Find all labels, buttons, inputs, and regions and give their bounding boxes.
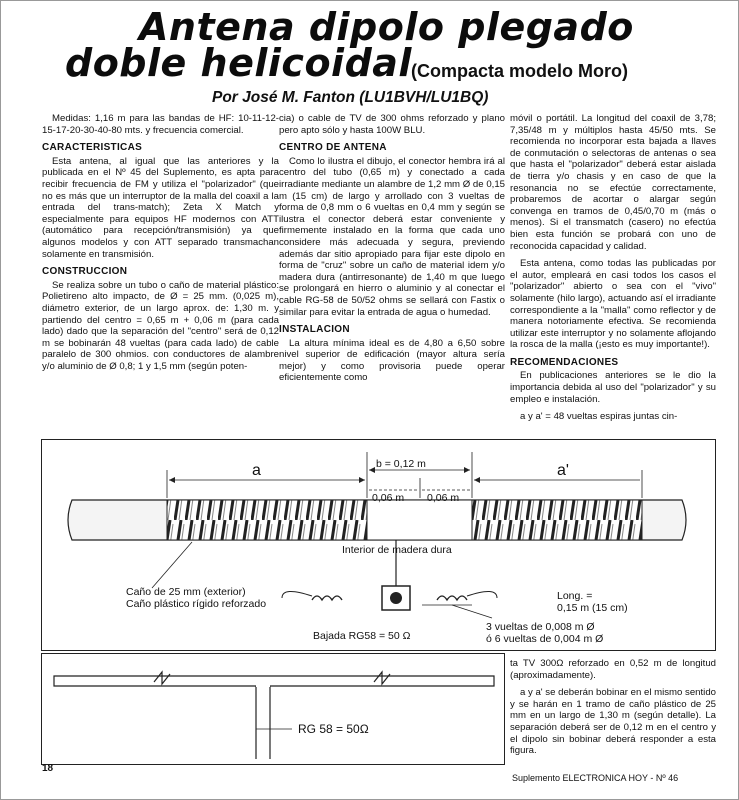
vueltas-paragraph: a y a' = 48 vueltas espiras juntas cin-: [520, 411, 678, 423]
label-vueltas-1: 3 vueltas de 0,008 m Ø: [486, 621, 595, 633]
publication-footer: Suplemento ELECTRONICA HOY - Nº 46: [512, 773, 679, 783]
centro-paragraph: Como lo ilustra el dibujo, el conector hembra irá al centro del tubo (0,65 m) y conectado a cada irradiante mediante un alambre de 1,2 mm Ø de 0,15 m (15 cm) de largo y arrollado con 3 vueltas de forma de 0,8 mm o 6 vueltas en 0,4 mm y según se ilustra el conector deberá estar conveniente y firmemente instalado en la forma que cada uno considere más adecuada y segura, previendo además dar sitio apropiado para fijar este dipolo en forma de "cruz" sobre un caño de material idem y/o madera dura (antirresonante) de 1,40 m que luego se prolongará en hierro o aluminio y al conectar el cable RG-58 de 50/52 ohms se sellará con Fastix o similar para evitar la entrada de agua o humedad.: [279, 155, 505, 318]
label-long: Long. =: [557, 590, 593, 602]
label-rg58: RG 58 = 50Ω: [298, 722, 369, 736]
heading-caracteristicas: CARACTERISTICAS: [42, 142, 143, 154]
folded-dipole-drawing: [42, 654, 506, 766]
label-interior: Interior de madera dura: [342, 544, 452, 556]
article-title-line2: doble helicoidal: [65, 41, 412, 85]
article-title-line1: Antena dipolo plegado: [139, 5, 634, 49]
label-long-value: 0,15 m (15 cm): [557, 602, 628, 614]
heading-recomendaciones: RECOMENDACIONES: [510, 356, 619, 368]
label-b-spacing: b = 0,12 m: [376, 458, 426, 470]
label-bajada: Bajada RG58 = 50 Ω: [313, 630, 411, 642]
helical-antenna-diagram: [41, 439, 716, 651]
recomendaciones-paragraph: En publicaciones anteriores se le dio la importancia debida al uso del "polarizador" y su empleo e instalación.: [510, 370, 716, 405]
folded-dipole-diagram: [41, 653, 505, 765]
text-column-2: [279, 113, 505, 390]
text-column-3-lower: [510, 658, 716, 763]
label-006-left: 0,06 m: [372, 492, 405, 504]
continued-paragraph-3: móvil o portátil. La longitud del coaxil de 3,78; 7,35/48 m y múltiplos hasta 45/50 mts. Se recomienda no incorporar esta bajada a llaves de conmutación o selectoras de antenas o sea que hasta el "polarizador" deberá estar aislada de tierra y/o chasis y en caso de que la resonancia no se efectúe correctamente, probaremos de acortar o alargar según convenga en tramos de 0,45/0,70 m (más o menos). Si el transmatch (casero) no efectúa bien esta función se probará con uno de reconocida capacidad y calidad.: [510, 113, 716, 252]
antena-paragraph: Esta antena, como todas las publicadas por el autor, empleará en casi todos los casos el "polarizador" abierto o sea con el "vivo" solamente (hilo largo), actuando así el irradiante correspondiente a la "malla" como reflector y de manera notoriamente efectiva. Se recomienda utilizar este interruptor y no solamente aflojando la rosca de la malla (¡esto es muy importante!).: [510, 258, 716, 351]
heading-construccion: CONSTRUCCION: [42, 266, 128, 278]
instalacion-paragraph: La altura mínima ideal es de 4,80 a 6,50 sobre nivel superior de edificación (mayor altura sería mejor) y como provisoria puede operar eficientemente como: [279, 337, 505, 384]
continued-paragraph: cia) o cable de TV de 300 ohms reforzado y plano pero apto sólo y hasta 100W BLU.: [279, 113, 505, 136]
intro-paragraph: Medidas: 1,16 m para las bandas de HF: 10-11-12-15-17-20-30-40-80 mts. y frecuencia comercial.: [42, 113, 279, 136]
article-subtitle: (Compacta modelo Moro): [411, 61, 629, 81]
label-a: a: [252, 462, 261, 479]
text-column-1: [42, 113, 279, 378]
label-cano-plastico: Caño plástico rígido reforzado: [126, 598, 267, 610]
label-a-prime: a': [557, 462, 569, 479]
label-vueltas-2: ó 6 vueltas de 0,004 m Ø: [486, 633, 604, 645]
heading-instalacion: INSTALACION: [279, 324, 350, 336]
bobinar-paragraph: a y a' se deberán bobinar en el mismo sentido y se harán en 1 tramo de caño plástico de 25 mm en un largo de 1,30 m (según detalle). La separación deberá ser de 0,12 m en el centro y el dipolo sin bobinar deberá responder a esta figura.: [510, 687, 716, 757]
text-column-3: [510, 113, 716, 429]
page-number: 18: [42, 763, 54, 774]
cinta-paragraph: ta TV 300Ω reforzado en 0,52 m de longitud (aproximadamente).: [510, 658, 716, 681]
heading-centro-de-antena: CENTRO DE ANTENA: [279, 142, 387, 154]
label-006-right: 0,06 m: [427, 492, 460, 504]
caracteristicas-paragraph: Esta antena, al igual que las anteriores y la publicada en el Nº 45 del Suplemento, es apta para recibir frecuencia de FM y utiliza el "polarizador" (que no es más que un interruptor de la malla del coaxil a la entrada del trans-match); Zeta X Match y especialmente para equipos HF modernos con ATT (automático para recepción/transmisión) ya que algunos modelos y con ATT separado transmachan solamente en transmisión.: [42, 155, 279, 260]
label-cano-exterior: Caño de 25 mm (exterior): [126, 586, 246, 598]
article-byline: Por José M. Fanton (LU1BVH/LU1BQ): [212, 89, 489, 106]
construccion-paragraph: Se realiza sobre un tubo o caño de material plástico: Polietireno alto impacto, de Ø = 25 mm. (0,025 m), diámetro exterior, de un largo aprox. de: 1,30 m. y partiendo del centro = 0,65 m + 0,06 m (para cada lado) dado que la separación del "centro" será de 0,12 m se bobinarán 48 vueltas (para cada lado) de cable paralelo de 300 ohmios. con conductores de alambre y/o aluminio de Ø 0,8; 1 y 1,5 mm (según poten-: [42, 279, 279, 372]
